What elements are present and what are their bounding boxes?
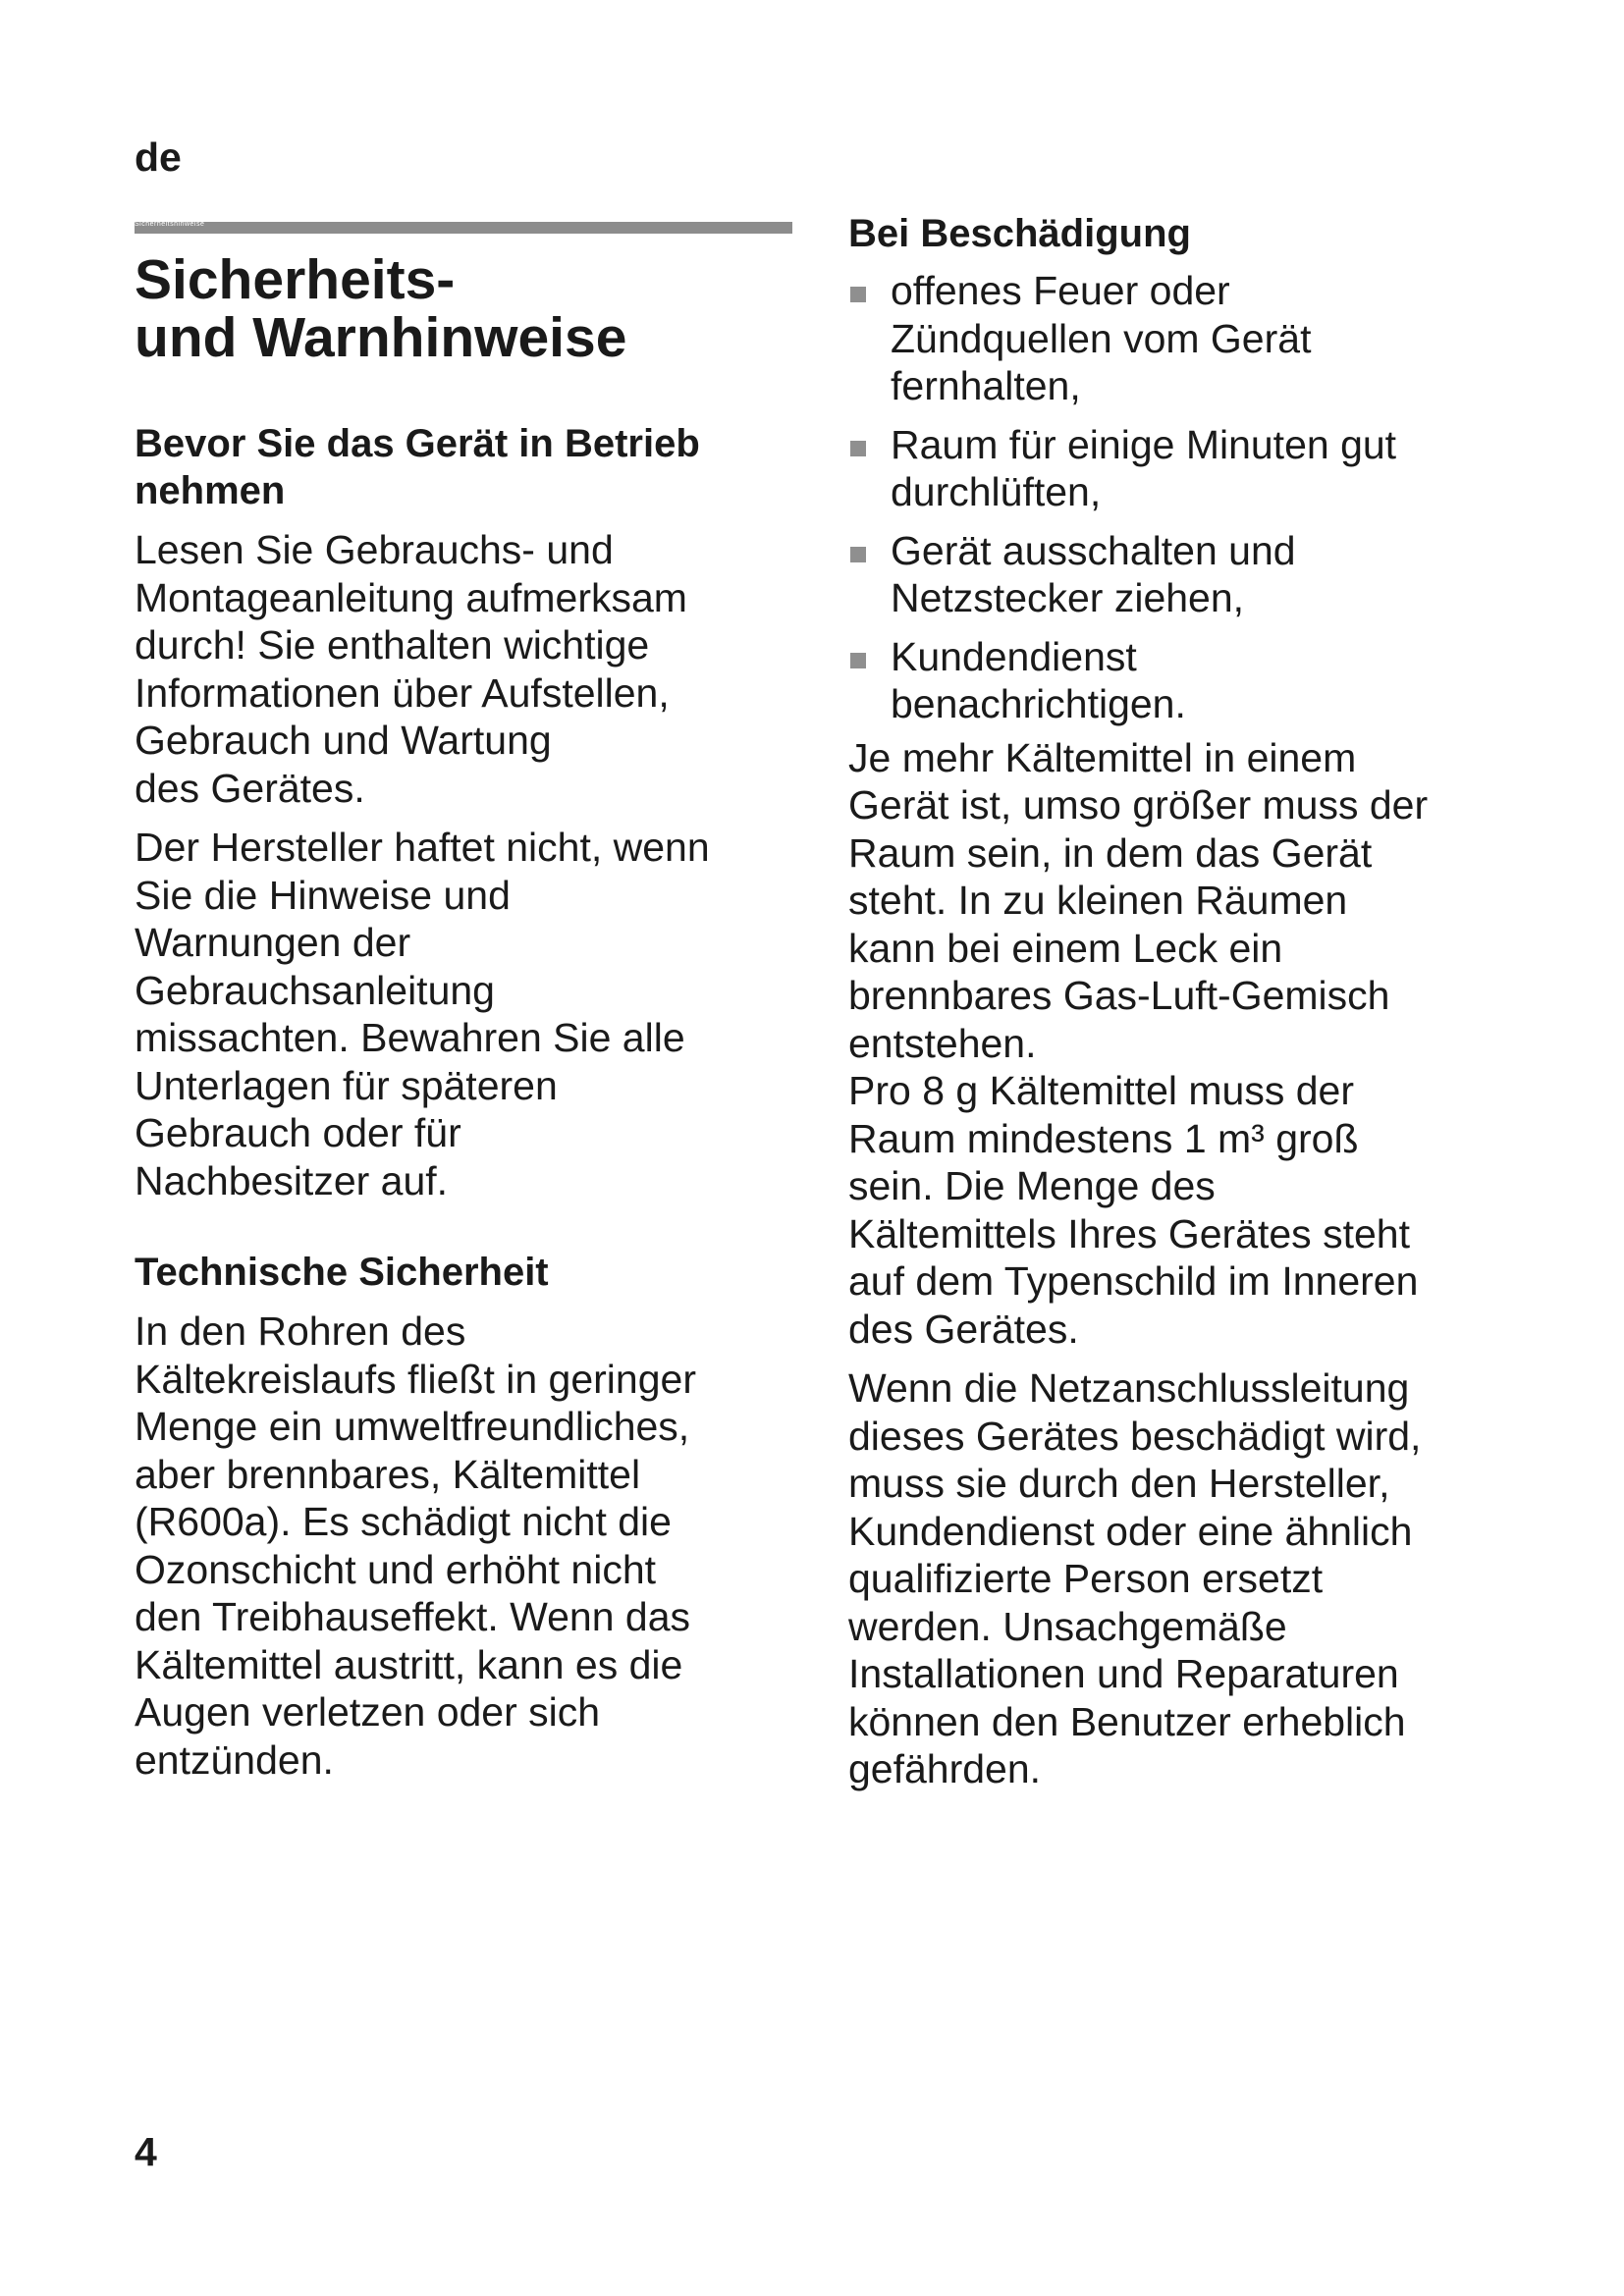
text-line: Augen verletzen oder sich <box>135 1689 601 1735</box>
text-line: werden. Unsachgemäße <box>848 1603 1287 1649</box>
divider-tag: Sicherheitshinweise <box>135 221 205 228</box>
text-line: den Treibhauseffekt. Wenn das <box>135 1594 691 1639</box>
text-line: des Gerätes. <box>135 765 365 811</box>
text-line: Installationen und Reparaturen <box>848 1651 1399 1696</box>
text-line: Netzstecker ziehen, <box>891 575 1245 620</box>
text-line: qualifizierte Person ersetzt <box>848 1556 1324 1601</box>
text-line: Je mehr Kältemittel in einem <box>848 734 1357 780</box>
section-damage <box>848 210 1536 1793</box>
paragraph-refrigerant <box>135 1308 792 1784</box>
text-line: des Gerätes. <box>848 1306 1079 1352</box>
text-line: brennbares Gas-Luft-Gemisch <box>848 973 1390 1018</box>
section-heading-damage: Bei Beschädigung <box>848 212 1191 255</box>
text-line: (R600a). Es schädigt nicht die <box>135 1499 672 1544</box>
bullet-square-icon <box>850 547 866 562</box>
text-line: kann bei einem Leck ein <box>848 925 1283 971</box>
text-line: Pro 8 g Kältemittel muss der <box>848 1068 1354 1113</box>
text-line: entstehen. <box>848 1020 1037 1066</box>
heading-line: Bevor Sie das Gerät in Betrieb <box>135 422 700 465</box>
text-line: entzünden. <box>135 1736 334 1783</box>
title-line-1: Sicherheits- <box>135 248 456 311</box>
text-line: benachrichtigen. <box>891 681 1186 726</box>
list-item <box>848 527 1536 622</box>
text-line: Kundendienst oder eine ähnlich <box>848 1508 1413 1554</box>
text-line: Ozonschicht und erhöht nicht <box>135 1546 657 1592</box>
text-line: Raum für einige Minuten gut <box>891 421 1397 467</box>
text-line: sein. Die Menge des <box>848 1163 1216 1208</box>
text-line: Gebrauchsanleitung <box>135 967 495 1013</box>
text-line: können den Benutzer erheblich <box>848 1698 1406 1744</box>
list-item <box>848 421 1536 516</box>
text-line: fernhalten, <box>891 363 1081 408</box>
text-line: Wenn die Netzanschlussleitung <box>848 1365 1410 1411</box>
text-line: auf dem Typenschild im Inneren <box>848 1258 1419 1304</box>
text-line: Kältemittels Ihres Gerätes steht <box>848 1210 1410 1256</box>
text-line: Gerät ausschalten und <box>891 527 1296 573</box>
heading-line: nehmen <box>135 469 286 512</box>
text-line: Lesen Sie Gebrauchs- und <box>135 527 614 572</box>
text-line: Kältekreislaufs fließt in geringer <box>135 1356 696 1402</box>
text-line: missachten. Bewahren Sie alle <box>135 1015 685 1060</box>
text-line: Sie die Hinweise und <box>135 872 511 918</box>
text-line: Unterlagen für späteren <box>135 1062 558 1108</box>
text-line: muss sie durch den Hersteller, <box>848 1461 1390 1506</box>
text-line: durch! Sie enthalten wichtige <box>135 622 650 667</box>
section-before-use <box>135 420 792 1204</box>
paragraph-refrigerant-per-volume <box>848 1067 1536 1353</box>
text-line: offenes Feuer oder <box>891 268 1230 313</box>
paragraph-read-instructions <box>135 526 792 812</box>
text-line: In den Rohren des <box>135 1308 466 1354</box>
bullet-square-icon <box>850 653 866 668</box>
section-divider <box>135 222 792 234</box>
text-line: Raum sein, in dem das Gerät <box>848 829 1373 876</box>
paragraph-power-cable <box>848 1364 1536 1793</box>
section-heading-before-use <box>135 420 792 514</box>
paragraph-manufacturer-liability <box>135 824 792 1204</box>
text-line: gefährden. <box>848 1746 1042 1791</box>
section-technical-safety <box>135 1249 792 1784</box>
paragraph-refrigerant-room-size <box>848 734 1536 1068</box>
text-line: Kundendienst <box>891 633 1137 679</box>
language-code: de <box>135 134 182 180</box>
text-line: steht. In zu kleinen Räumen <box>848 878 1348 923</box>
text-line: Der Hersteller haftet nicht, wenn <box>135 825 710 870</box>
text-line: durchlüften, <box>891 469 1102 514</box>
list-item <box>848 267 1536 410</box>
text-line: Montageanleitung aufmerksam <box>135 574 687 620</box>
text-line: Kältemittel austritt, kann es die <box>135 1641 683 1687</box>
bullet-square-icon <box>850 441 866 456</box>
text-line: Gerät ist, umso größer muss der <box>848 782 1429 828</box>
text-line: Zündquellen vom Gerät <box>891 315 1312 361</box>
text-line: Gebrauch und Wartung <box>135 718 552 763</box>
text-line: Raum mindestens 1 m³ groß <box>848 1115 1359 1161</box>
list-item <box>848 633 1536 728</box>
text-line: Warnungen der <box>135 920 411 965</box>
text-line: aber brennbares, Kältemittel <box>135 1451 641 1497</box>
text-line: Menge ein umweltfreundliches, <box>135 1404 690 1449</box>
section-heading-technical-safety: Technische Sicherheit <box>135 1251 549 1294</box>
page-number: 4 <box>135 2129 157 2174</box>
text-line: Nachbesitzer auf. <box>135 1157 449 1203</box>
text-line: Gebrauch oder für <box>135 1110 461 1155</box>
bullet-square-icon <box>850 287 866 302</box>
text-line: Informationen über Aufstellen, <box>135 669 670 716</box>
damage-instructions-list <box>848 267 1536 728</box>
page-title <box>135 248 792 369</box>
text-line: dieses Gerätes beschädigt wird, <box>848 1413 1422 1459</box>
title-line-2: und Warnhinweise <box>135 306 627 369</box>
